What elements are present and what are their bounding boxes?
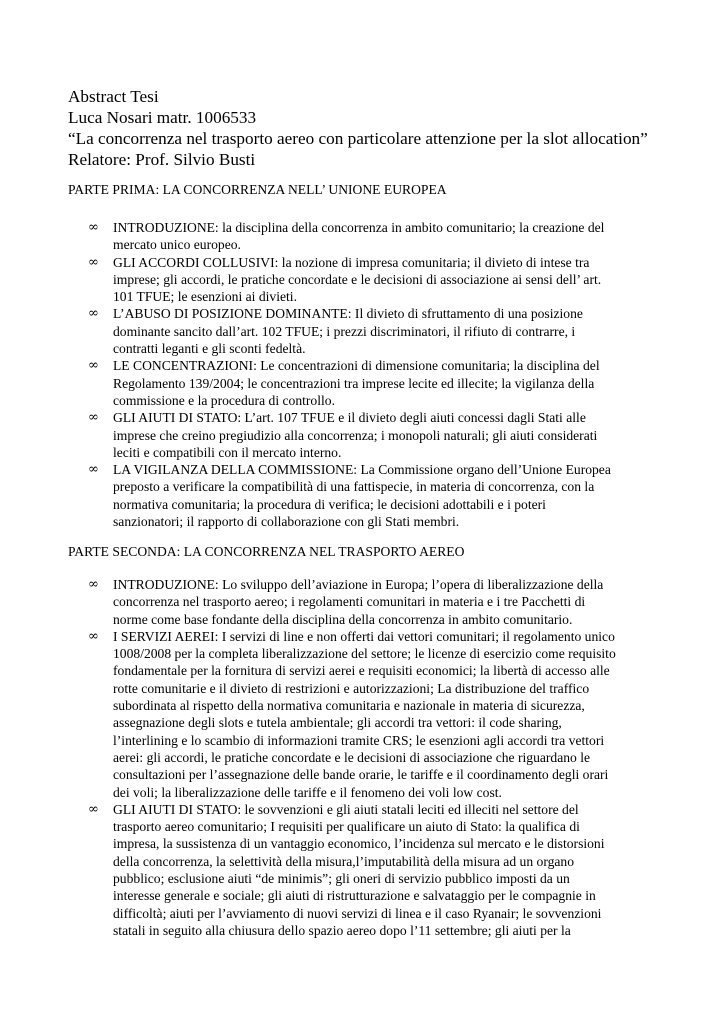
list-item-text-line: norme come base fondante della disciplina della concorrenza in ambito comunitario. [113,611,573,627]
part1-list [88,219,668,530]
list-item [88,576,668,628]
list-item [88,305,668,357]
list-item [88,628,668,801]
list-item-text-line: consultazioni per l’assegnazione delle bande orarie, le tariffe e il coordinamento degli orari [113,767,609,783]
list-item-text-line: impresa, la sussistenza di un vantaggio economico, l’incidenza sul mercato e le distorsioni [113,836,605,852]
list-item [88,254,668,306]
list-item-text-line: GLI AIUTI DI STATO: L’art. 107 TFUE e il divieto degli aiuti concessi dagli Stati alle [113,410,586,426]
header-thesis-title: “La concorrenza nel trasporto aereo con particolare attenzione per la slot allocation” [68,129,648,148]
list-item [88,461,668,530]
part2-list [88,576,668,939]
list-item-text-line: subordinata al rispetto della normativa comunitaria e nazionale in materia di sicurezza, [113,698,585,714]
list-item-text-line: imprese che creino pregiudizio alla concorrenza; i monopoli naturali; gli aiuti considerati [113,427,598,443]
list-item-text-line: normativa comunitaria; la procedura di verifica; le decisioni adottabili e i poteri [113,496,546,512]
list-item-text-line: preposto a verificare la compatibilità di una fattispecie, in materia di concorrenza, con la [113,479,595,495]
list-item-text-line: trasporto aereo comunitario; I requisiti per qualificare un aiuto di Stato: la qualifica di [113,819,580,835]
list-item [88,409,668,461]
infinity-bullet-icon: ∞ [88,462,99,478]
list-item-text-line: dei voli; la liberalizzazione delle tariffe e il fenomeno dei voli low cost. [113,784,502,800]
header-title: Abstract Tesi [68,87,159,106]
infinity-bullet-icon: ∞ [88,254,99,270]
list-item-text-line: mercato unico europeo. [113,237,241,253]
document-header [68,86,708,170]
list-item-text-line: fondamentale per la fornitura di servizi aerei e requisiti economici; la libertà di accesso alle [113,663,610,679]
list-item-text-line: difficoltà; aiuti per l’avviamento di nuovi servizi di linea e il caso Ryanair; le sovvenzioni [113,905,602,921]
part1-title: PARTE PRIMA: LA CONCORRENZA NELL’ UNIONE EUROPEA [68,182,447,197]
list-item-text-line: statali in seguito alla chiusura dello spazio aereo dopo l’11 settembre; gli aiuti per la [113,922,571,938]
list-item-text-line: Regolamento 139/2004; le concentrazioni tra imprese lecite ed illecite; la vigilanza della [113,375,595,391]
list-item-text-line: contratti leganti e gli sconti fedeltà. [113,341,306,357]
list-item-text-line: 1008/2008 per la completa liberalizzazione del settore; le licenze di esercizio come requisito [113,646,616,662]
list-item-text-line: imprese; gli accordi, le pratiche concordate e le decisioni di associazione ai sensi dell’ art. [113,271,602,287]
list-item-text-line: aerei: gli accordi, le pratiche concordate e le decisioni di associazione che riguardano le [113,749,591,765]
list-item-text-line: INTRODUZIONE: la disciplina della concorrenza in ambito comunitario; la creazione del [113,220,605,235]
list-item-text-line: 101 TFUE; le esenzioni ai divieti. [113,289,297,305]
list-item-text-line: GLI AIUTI DI STATO: le sovvenzioni e gli aiuti statali leciti ed illeciti nel settore del [113,801,579,817]
list-item-text-line: della concorrenza, la selettività della misura,l’imputabilità della misura ad un organo [113,853,575,869]
list-item-text-line: concorrenza nel trasporto aereo; i regolamenti comunitari in materia e i tre Pacchetti di [113,594,586,610]
infinity-bullet-icon: ∞ [88,628,99,644]
list-item-text-line: INTRODUZIONE: Lo sviluppo dell’aviazione in Europa; l’opera di liberalizzazione della [113,577,604,592]
part2-title: PARTE SECONDA: LA CONCORRENZA NEL TRASPORTO AEREO [68,544,465,559]
list-item-text-line: pubblico; esclusione aiuti “de minimis”; gli oneri di servizio pubblico imposti da un [113,871,570,887]
list-item [88,219,668,254]
list-item-text-line: LE CONCENTRAZIONI: Le concentrazioni di dimensione comunitaria; la disciplina del [113,358,600,374]
list-item-text-line: l’interlining e lo scambio di informazioni tramite CRS; le esenzioni agli accordi tra vettori [113,732,605,748]
list-item-text-line: dominante sancito dall’art. 102 TFUE; i prezzi discriminatori, il rifiuto di contrarre, i [113,323,576,339]
list-item-text-line: commissione e la procedura di controllo. [113,392,335,408]
infinity-bullet-icon: ∞ [88,410,99,426]
list-item [88,801,668,939]
infinity-bullet-icon: ∞ [88,306,99,322]
list-item-text-line: assegnazione degli slots e tutela ambientale; gli accordi tra vettori: il code sharing, [113,715,562,731]
list-item-text-line: leciti e compatibili con il mercato interno. [113,444,342,460]
infinity-bullet-icon: ∞ [88,220,99,235]
list-item-text-line: LA VIGILANZA DELLA COMMISSIONE: La Commissione organo dell’Unione Europea [113,462,611,478]
infinity-bullet-icon: ∞ [88,577,99,592]
header-author: Luca Nosari matr. 1006533 [68,108,257,127]
infinity-bullet-icon: ∞ [88,801,99,817]
list-item-text-line: GLI ACCORDI COLLUSIVI: la nozione di impresa comunitaria; il divieto di intese tra [113,254,590,270]
list-item-text-line: sanzionatori; il rapporto di collaborazione con gli Stati membri. [113,514,460,530]
list-item-text-line: L’ABUSO DI POSIZIONE DOMINANTE: Il divieto di sfruttamento di una posizione [113,306,583,322]
list-item-text-line: interesse generale e sociale; gli aiuti di ristrutturazione e salvataggio per le compagnie in [113,888,596,904]
list-item [88,357,668,409]
infinity-bullet-icon: ∞ [88,358,99,374]
header-supervisor: Relatore: Prof. Silvio Busti [68,150,256,169]
list-item-text-line: rotte comunitarie e il divieto di restrizioni e autorizzazioni; La distribuzione del traffico [113,680,590,696]
list-item-text-line: I SERVIZI AEREI: I servizi di line e non offerti dai vettori comunitari; il regolamento unico [113,628,615,644]
